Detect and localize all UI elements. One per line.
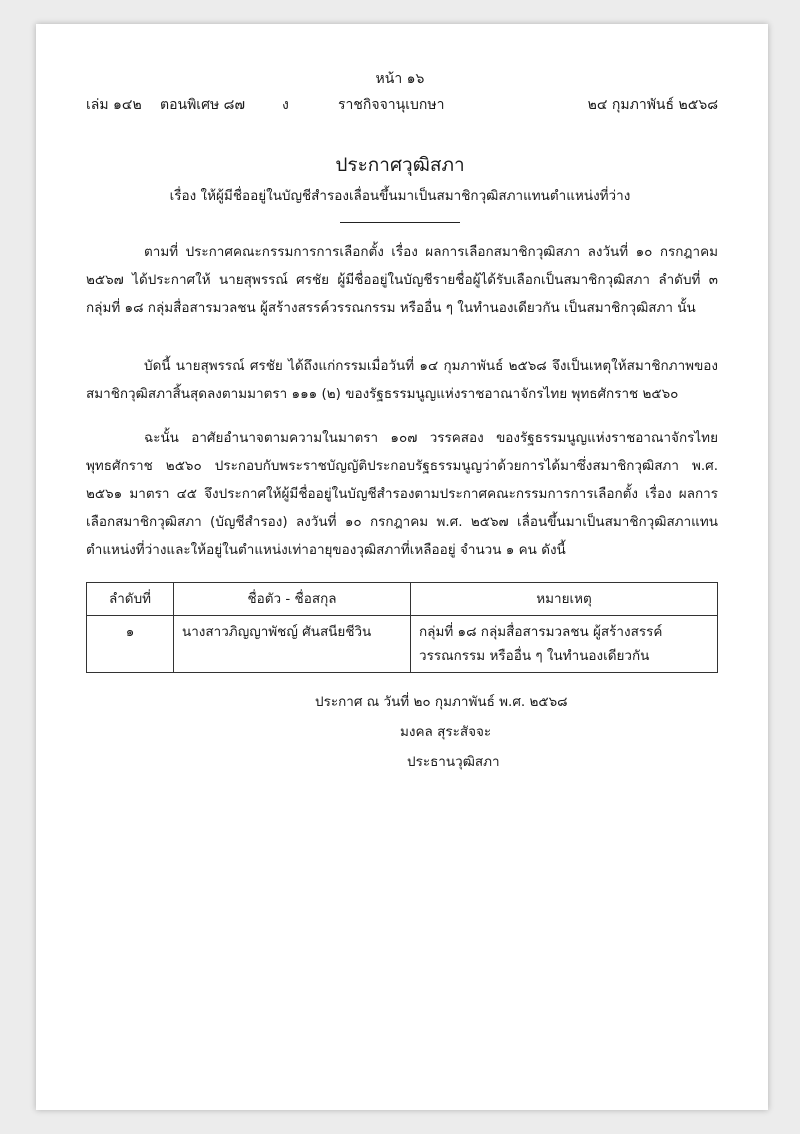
cell-name: นางสาวภิญญาพัชญ์ ศันสนียชีวิน bbox=[174, 616, 411, 673]
paragraph-1: ตามที่ ประกาศคณะกรรมการการเลือกตั้ง เรื่อง ผลการเลือกสมาชิกวุฒิสภา ลงวันที่ ๑๐ กรกฎาคม ๒๕๖๗ ได้ประกาศให้ นายสุพรรณ์ ศรชัย ผู้มีชื่ออยู่ในบัญชีรายชื่อผู้ได้รับเลือกเป็นสมาชิกวุฒิสภา ลำดับที่ ๓ กลุ่มที่ ๑๘ กลุ่มสื่อสารมวลชน ผู้สร้างสรรค์วรรณกรรม หรืออื่น ๆ ในทำนองเดียวกัน เป็นสมาชิกวุฒิสภา นั้น bbox=[86, 244, 718, 316]
paragraph-2: บัดนี้ นายสุพรรณ์ ศรชัย ได้ถึงแก่กรรมเมื่อวันที่ ๑๔ กุมภาพันธ์ ๒๕๖๘ จึงเป็นเหตุให้สมาชิกภาพของสมาชิกวุฒิสภาสิ้นสุดลงตามมาตรา ๑๑๑ (๒) ของรัฐธรรมนูญแห่งราชอาณาจักรไทย พุทธศักราช ๒๕๖๐ bbox=[86, 358, 718, 402]
announcement-title: ประกาศวุฒิสภา bbox=[335, 154, 465, 176]
announcement-subject: เรื่อง ให้ผู้มีชื่ออยู่ในบัญชีสำรองเลื่อนขึ้นมาเป็นสมาชิกวุฒิสภาแทนตำแหน่งที่ว่าง bbox=[169, 188, 631, 204]
header-remark: หมายเหตุ bbox=[411, 583, 718, 616]
volume-label: เล่ม ๑๔๒ bbox=[86, 97, 142, 113]
announcement-date: ประกาศ ณ วันที่ ๒๐ กุมภาพันธ์ พ.ศ. ๒๕๖๘ bbox=[315, 694, 568, 710]
table-row bbox=[87, 616, 718, 673]
title-divider bbox=[340, 222, 460, 223]
signatory-name: มงคล สุระสัจจะ bbox=[400, 724, 492, 740]
issue-label: ตอนพิเศษ ๘๗ bbox=[160, 97, 245, 113]
gazette-date: ๒๔ กุมภาพันธ์ ๒๕๖๘ bbox=[587, 97, 718, 113]
page-number: หน้า ๑๖ bbox=[375, 71, 425, 87]
cell-remark: กลุ่มที่ ๑๘ กลุ่มสื่อสารมวลชน ผู้สร้างสรรค์วรรณกรรม หรืออื่น ๆ ในทำนองเดียวกัน bbox=[411, 616, 718, 673]
senator-table bbox=[86, 582, 718, 673]
gazette-name: ราชกิจจานุเบกษา bbox=[338, 97, 445, 113]
table-header-row bbox=[87, 583, 718, 616]
paragraph-3: ฉะนั้น อาศัยอำนาจตามความในมาตรา ๑๐๗ วรรคสอง ของรัฐธรรมนูญแห่งราชอาณาจักรไทย พุทธศักราช ๒๕๖๐ ประกอบกับพระราชบัญญัติประกอบรัฐธรรมนูญว่าด้วยการได้มาซึ่งสมาชิกวุฒิสภา พ.ศ. ๒๕๖๑ มาตรา ๔๕ จึงประกาศให้ผู้มีชื่ออยู่ในบัญชีสำรองตามประกาศคณะกรรมการการเลือกตั้ง เรื่อง ผลการเลือกสมาชิกวุฒิสภา (บัญชีสำรอง) ลงวันที่ ๑๐ กรกฎาคม พ.ศ. ๒๕๖๗ เลื่อนขึ้นมาเป็นสมาชิกวุฒิสภาแทนตำแหน่งที่ว่างและให้อยู่ในตำแหน่งเท่าอายุของวุฒิสภาที่เหลืออยู่ จำนวน ๑ คน ดังนี้ bbox=[86, 430, 718, 558]
section-label: ง bbox=[282, 97, 289, 113]
cell-order: ๑ bbox=[87, 616, 174, 673]
header-order: ลำดับที่ bbox=[87, 583, 174, 616]
signatory-position: ประธานวุฒิสภา bbox=[407, 754, 500, 770]
header-name: ชื่อตัว - ชื่อสกุล bbox=[174, 583, 411, 616]
